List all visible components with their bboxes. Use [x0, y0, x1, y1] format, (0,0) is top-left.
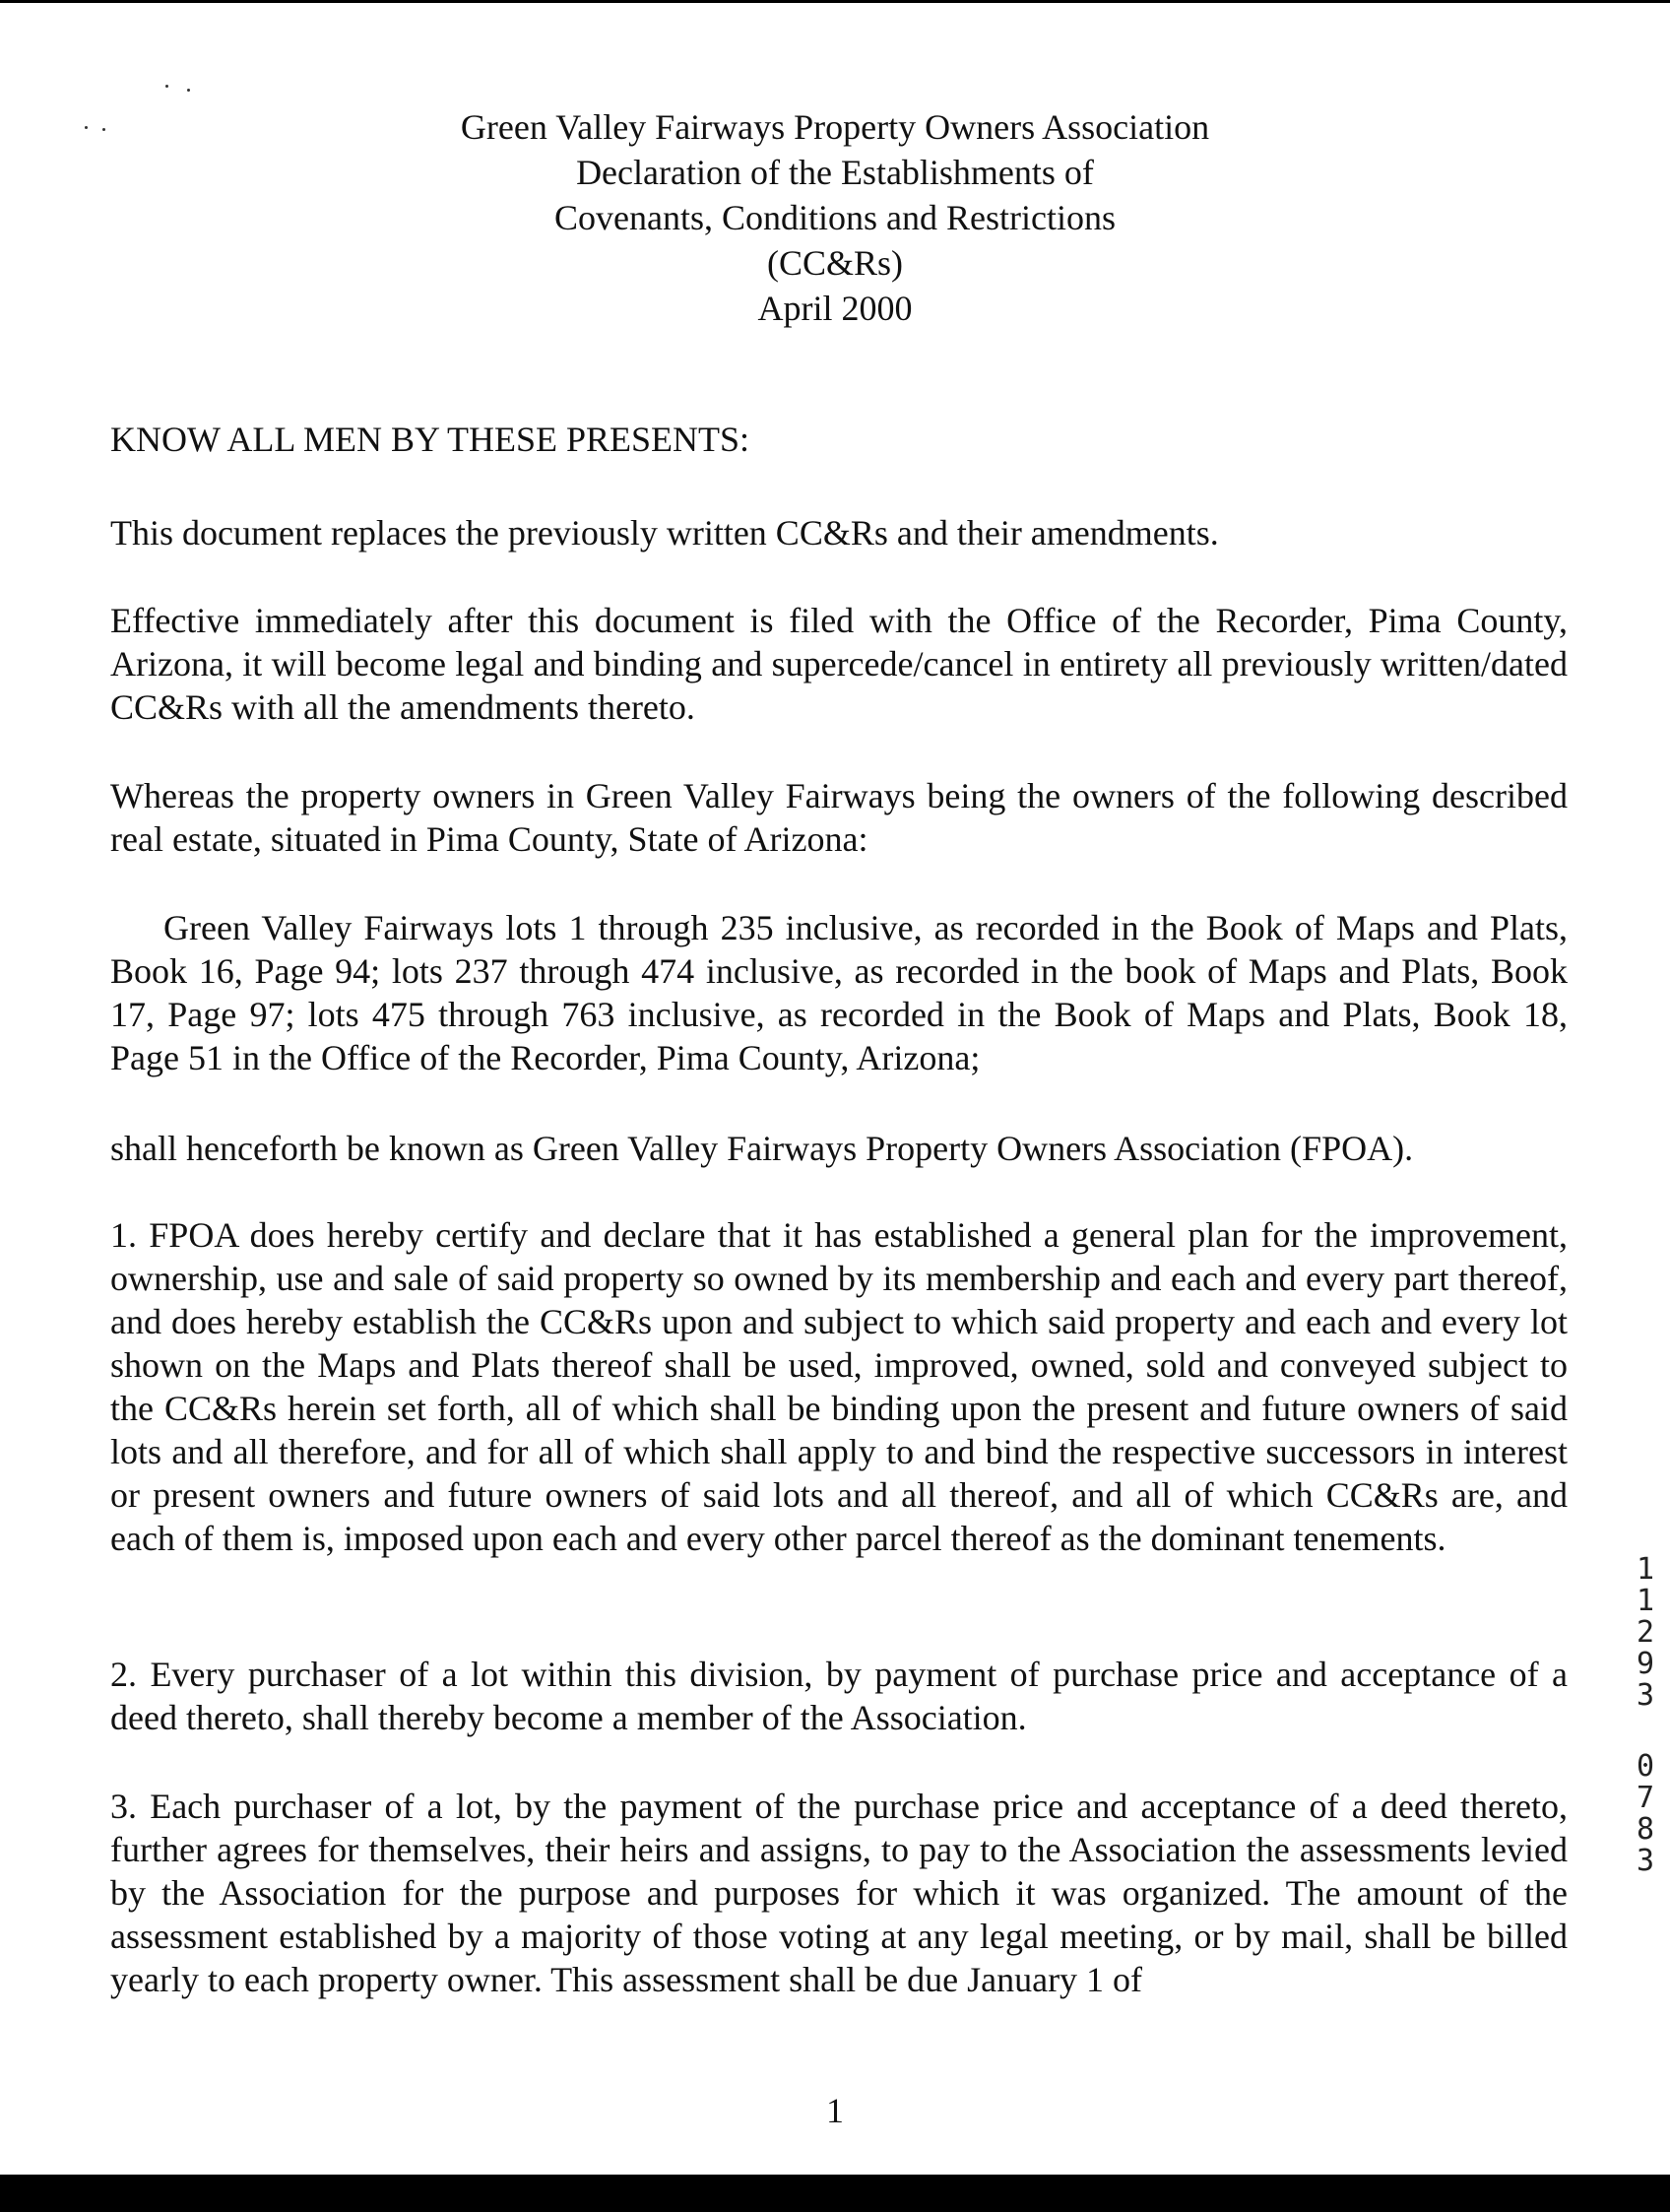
recording-stamp — [1631, 1554, 1660, 1877]
top-scan-edge — [0, 0, 1670, 3]
stamp-digit: 2 — [1636, 1615, 1655, 1650]
header-covenants: Covenants, Conditions and Restrictions — [554, 198, 1116, 237]
bottom-scan-edge — [0, 2175, 1670, 2212]
item-2: 2. Every purchaser of a lot within this division, by payment of purchase price and acceptance of a deed thereto, shall thereby become a member of the Association. — [110, 1655, 1568, 1737]
stamp-digit: 8 — [1636, 1812, 1655, 1847]
paragraph-replaces: This document replaces the previously written CC&Rs and their amendments. — [110, 513, 1219, 553]
paragraph-henceforth: shall henceforth be known as Green Valley Fairways Property Owners Association (FPOA). — [110, 1129, 1414, 1168]
paragraph-whereas: Whereas the property owners in Green Valley Fairways being the owners of the following described real estate, situated in Pima County, State of Arizona: — [110, 776, 1568, 859]
paragraph-effective: Effective immediately after this document is filed with the Office of the Recorder, Pima County, Arizona, it will become legal and binding and supercede/cancel in entirety all previously written/dated CC&Rs with all the amendments thereto. — [110, 601, 1568, 727]
stamp-digit: 9 — [1636, 1647, 1655, 1681]
stamp-digit: 3 — [1636, 1844, 1655, 1878]
item-1: 1. FPOA does hereby certify and declare that it has established a general plan for the improvement, ownership, use and sale of said property so owned by its membership and each and every part thereof, and does hereby establish the CC&Rs upon and subject to which said property and each and every lot shown on the Maps and Plats thereof shall be used, improved, owned, sold and conveyed subject to the CC&Rs herein set forth, all of which shall be binding upon the present and future owners of said lots and all therefore, and for all of which shall apply to and bind the respective successors in interest or present owners and future owners of said lots and all thereof, and all of which CC&Rs are, and each of them is, imposed upon each and every other parcel thereof as the dominant tenements. — [110, 1215, 1568, 1558]
header-abbreviation: (CC&Rs) — [766, 243, 904, 283]
stamp-digit: 7 — [1636, 1781, 1655, 1815]
stamp-digit: 0 — [1636, 1749, 1655, 1784]
document-header — [0, 104, 1670, 331]
header-association-name: Green Valley Fairways Property Owners Association — [460, 107, 1210, 147]
scan-speck — [187, 89, 190, 92]
header-date: April 2000 — [757, 289, 913, 328]
stamp-digit: 1 — [1636, 1584, 1655, 1618]
scan-speck — [165, 85, 168, 88]
preamble: KNOW ALL MEN BY THESE PRESENTS: — [110, 420, 750, 459]
item-3: 3. Each purchaser of a lot, by the payment of the purchase price and acceptance of a deed thereto, further agrees for themselves, their heirs and assigns, to pay to the Association the assessments levied by the Association for the purpose and purposes for which it was organized. The amount of the assessment established by a majority of those voting at any legal meeting, or by mail, shall be billed yearly to each property owner. This assessment shall be due January 1 of — [110, 1787, 1568, 1999]
header-declaration: Declaration of the Establishments of — [576, 153, 1094, 192]
stamp-digit: 1 — [1636, 1552, 1655, 1587]
page-number: 1 — [826, 2091, 844, 2130]
paragraph-lots: Green Valley Fairways lots 1 through 235 inclusive, as recorded in the Book of Maps and Plats, Book 16, Page 94; lots 237 through 474 inclusive, as recorded in the book of Maps and Plats, Book 17, Page 97; lots 475 through 763 inclusive, as recorded in the Book of Maps and Plats, Book 18, Page 51 in the Office of the Recorder, Pima County, Arizona; — [110, 908, 1568, 1077]
stamp-digit: 3 — [1636, 1678, 1655, 1713]
